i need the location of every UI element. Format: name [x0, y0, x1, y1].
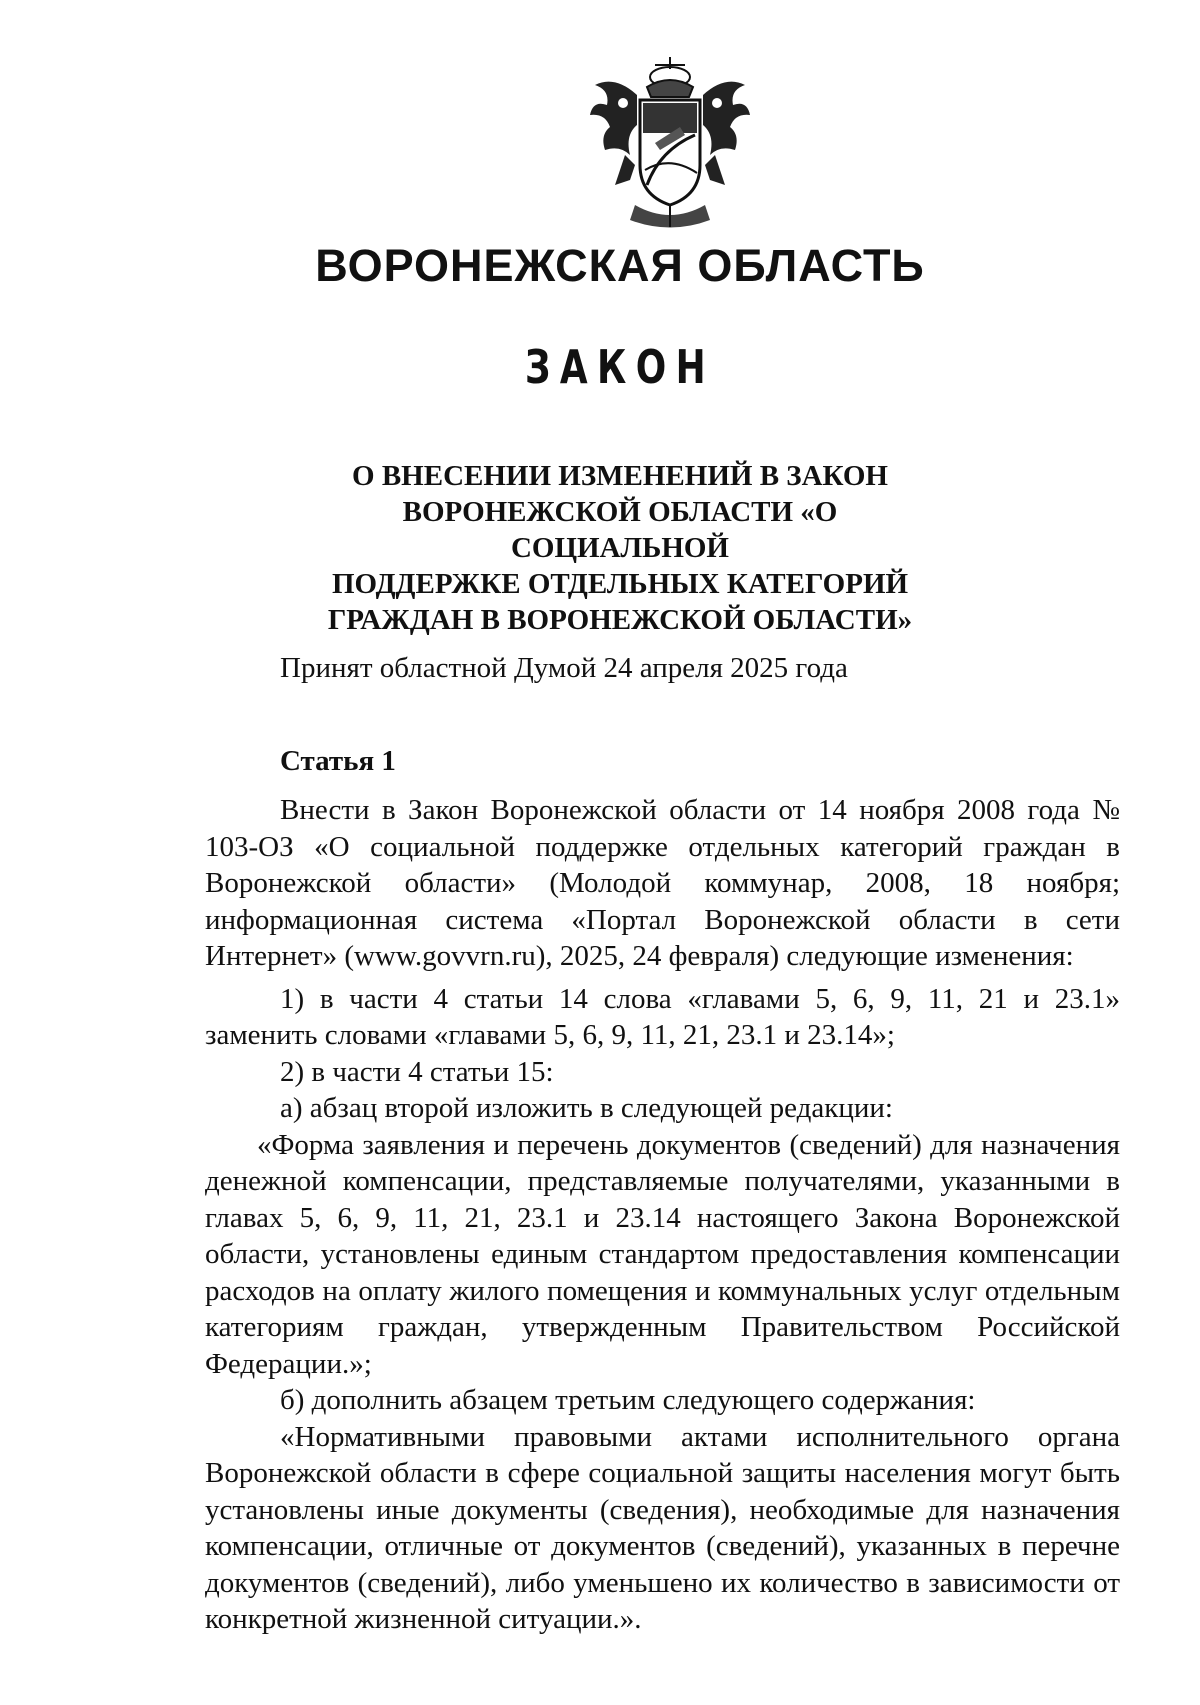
- subject-line: ГРАЖДАН В ВОРОНЕЖСКОЙ ОБЛАСТИ»: [327, 604, 913, 636]
- region-title: ВОРОНЕЖСКАЯ ОБЛАСТЬ: [315, 240, 925, 291]
- adoption-date: Принят областной Думой 24 апреля 2025 года: [280, 652, 848, 684]
- article-paragraph: а) абзац второй изложить в следующей редакции:: [280, 1092, 893, 1124]
- article-paragraph: 1) в части 4 статьи 14 слова «главами 5, 6, 9, 11, 21 и 23.1» заменить словами «главами 5, 6, 9, 11, 21, 23.1 и 23.14»;: [205, 982, 1120, 1051]
- article-paragraph: Внести в Закон Воронежской области от 14 ноября 2008 года № 103-ОЗ «О социальной поддержке отдельных категорий граждан в Воронежской области» (Молодой коммунар, 2008, 18 ноября; информационная система «Портал Воронежской области в сети Интернет» (www.govvrn.ru), 2025, 24 февраля) следующие изменения:: [205, 794, 1120, 972]
- article-heading: Статья 1: [280, 745, 396, 777]
- subject-line: О ВНЕСЕНИИ ИЗМЕНЕНИЙ В ЗАКОН: [352, 460, 888, 492]
- article-paragraph: «Нормативными правовыми актами исполнительного органа Воронежской области в сфере социальной защиты населения могут быть установлены иные документы (сведения), необходимые для назначения компенсации, отличные от документов (сведений), указанных в перечне документов (сведений), либо уменьшено их количество в зависимости от конкретной жизненной ситуации.».: [205, 1420, 1120, 1635]
- article-body: [205, 792, 1120, 1638]
- law-subject: [300, 458, 940, 638]
- subject-line: ВОРОНЕЖСКОЙ ОБЛАСТИ «О СОЦИАЛЬНОЙ: [402, 496, 838, 564]
- article-paragraph: б) дополнить абзацем третьим следующего содержания:: [280, 1384, 976, 1416]
- subject-line: ПОДДЕРЖКЕ ОТДЕЛЬНЫХ КАТЕГОРИЙ: [331, 568, 909, 600]
- article-paragraph: 2) в части 4 статьи 15:: [280, 1055, 554, 1088]
- law-title: ЗАКОН: [525, 340, 715, 394]
- article-paragraph: «Форма заявления и перечень документов (сведений) для назначения денежной компенсации, представляемые получателями, указанными в главах 5, 6, 9, 11, 21, 23.1 и 23.14 настоящего Закона Воронежской области, установлены единым стандартом предоставления компенсации расходов на оплату жилого помещения и коммунальных услуг отдельным категориям граждан, утвержденным Правительством Российской Федерации.»;: [205, 1128, 1120, 1380]
- coat-of-arms-emblem: [585, 55, 755, 230]
